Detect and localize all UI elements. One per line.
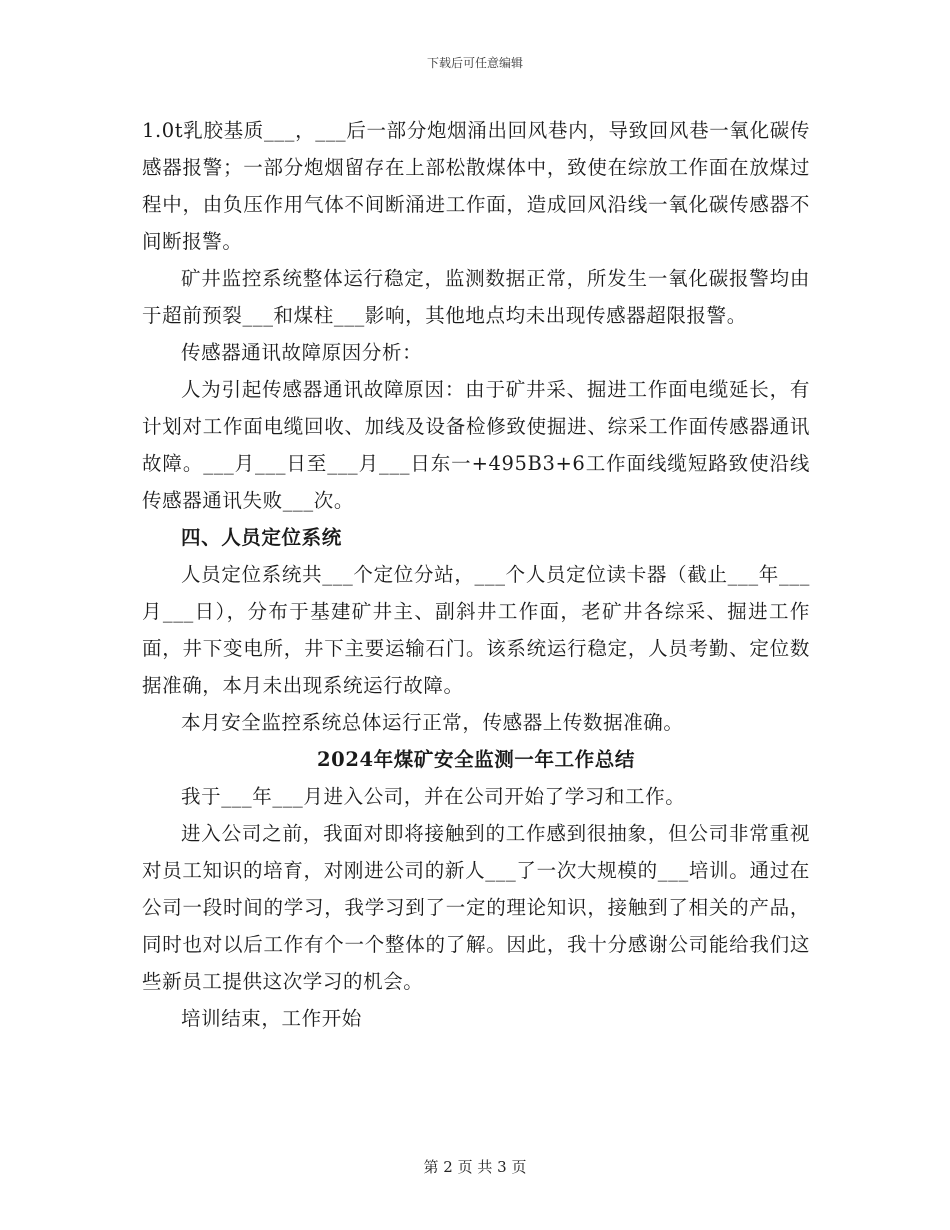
paragraph-training: 进入公司之前，我面对即将接触到的工作感到很抽象，但公司非常重视对员工知识的培育，对刚进公司的新人___了一次大规模的___培训。通过在公司一段时间的学习，我学习到了一定的理论知识，接触到了相关的产品，同时也对以后工作有个一个整体的了解。因此，我十分感谢公司能给我们这些新员工提供这次学习的机会。 (142, 822, 810, 993)
paragraph-monitoring-status: 矿井监控系统整体运行稳定，监测数据正常，所发生一氧化碳报警均由于超前预裂___和煤柱___影响，其他地点均未出现传感器超限报警。 (142, 267, 810, 327)
paragraph-joined-company: 我于___年___月进入公司，并在公司开始了学习和工作。 (181, 785, 686, 808)
paragraph-fault-causes: 人为引起传感器通讯故障原因：由于矿井采、掘进工作面电缆延长，有计划对工作面电缆回收、加线及设备检修致使掘进、综采工作面传感器通讯故障。___月___日至___月___日东一+495B3+6工作面线缆短路致使沿线传感器通讯失败___次。 (142, 378, 810, 512)
paragraph-work-start: 培训结束，工作开始 (181, 1007, 362, 1030)
document-title: 2024年煤矿安全监测一年工作总结 (317, 748, 635, 771)
section-heading-personnel-positioning: 四、人员定位系统 (181, 526, 342, 549)
paragraph-monthly-summary: 本月安全监控系统总体运行正常，传感器上传数据准确。 (181, 711, 684, 734)
paragraph-fault-analysis-label: 传感器通讯故障原因分析： (181, 341, 423, 364)
paragraph-positioning-system: 人员定位系统共___个定位分站，___个人员定位读卡器（截止___年___月___日），分布于基建矿井主、副斜井工作面，老矿井各综采、掘进工作面，井下变电所，井下主要运输石门。该系统运行稳定，人员考勤、定位数据准确，本月未出现系统运行故障。 (142, 563, 810, 697)
page-number: 第 2 页 共 3 页 (423, 1158, 527, 1176)
header-note: 下载后可任意编辑 (426, 56, 523, 70)
document-body (142, 112, 810, 1037)
paragraph-continuation: 1.0t乳胶基质___，___后一部分炮烟涌出回风巷内，导致回风巷一氧化碳传感器报警；一部分炮烟留存在上部松散煤体中，致使在综放工作面在放煤过程中，由负压作用气体不间断涌进工作面，造成回风沿线一氧化碳传感器不间断报警。 (142, 119, 810, 253)
